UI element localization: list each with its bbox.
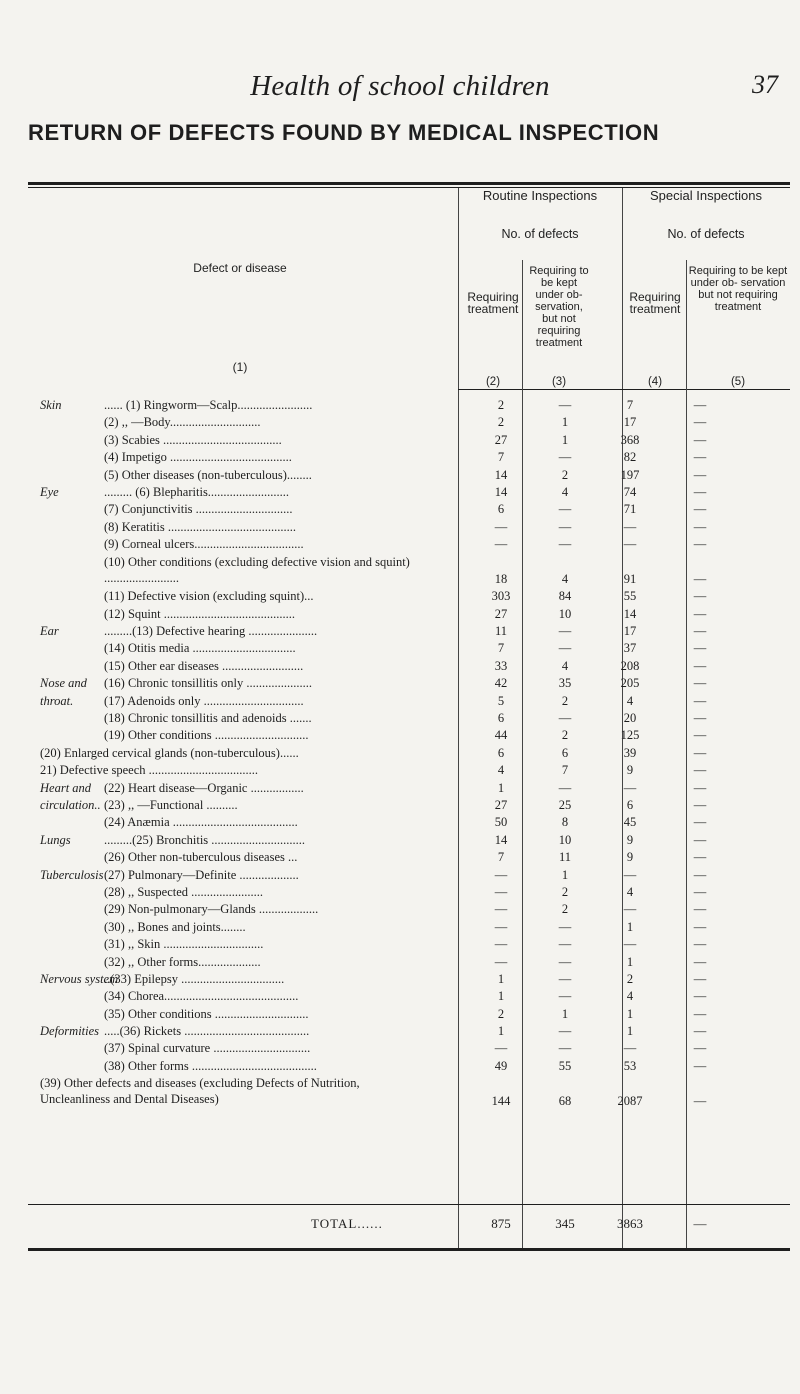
row-col4: 17 (623, 415, 637, 430)
table-row (40, 554, 790, 589)
row-col2: 1 (497, 989, 505, 1004)
row-col5: — (693, 728, 707, 743)
row-col4: 4 (626, 989, 634, 1004)
row-col5: — (693, 954, 707, 969)
row-col5: — (693, 415, 707, 430)
row-col5: — (693, 971, 707, 986)
header-col4: (4) (647, 376, 663, 388)
table-row (40, 1075, 790, 1110)
row-col4: 7 (626, 398, 634, 412)
row-label: (20) Enlarged cervical glands (non-tuberculous)...... (40, 745, 299, 760)
row-col2: 1 (497, 1024, 505, 1039)
row-col3: 2 (561, 902, 569, 917)
defects-table-body (40, 397, 790, 1110)
table-row (40, 606, 790, 623)
header-col5: (5) (730, 376, 746, 388)
row-label: (16) Chronic tonsillitis only ..................... (104, 676, 312, 691)
row-category: Nose and (40, 676, 87, 691)
row-col3: 1 (561, 1006, 569, 1021)
header-col3: (3) (551, 376, 567, 388)
total-col5: — (693, 1216, 707, 1231)
row-col2: — (494, 954, 508, 969)
row-label: (18) Chronic tonsillitis and adenoids ....... (104, 711, 312, 726)
total-top-rule (28, 1204, 790, 1205)
row-col2: 1 (497, 780, 505, 795)
row-col2: 49 (494, 1058, 508, 1073)
table-row (40, 588, 790, 605)
table-row (40, 467, 790, 484)
row-col4: 55 (623, 589, 637, 604)
row-col4: — (623, 519, 637, 534)
row-col4: — (623, 537, 637, 552)
row-col5: — (693, 693, 707, 708)
row-col4: 9 (626, 850, 634, 865)
row-col3: — (558, 398, 572, 412)
row-col3: — (558, 780, 572, 795)
bottom-rule (28, 1248, 790, 1251)
row-col3: 25 (558, 798, 572, 812)
row-label: (28) ,, Suspected ....................... (104, 884, 264, 899)
table-row (40, 1040, 790, 1057)
table-row (40, 519, 790, 536)
table-row (40, 432, 790, 449)
row-label: .........(25) Bronchitis .............................. (104, 832, 306, 847)
row-col3: 55 (558, 1058, 572, 1073)
row-col2: 7 (497, 450, 505, 465)
row-label: (19) Other conditions .............................. (104, 728, 309, 743)
table-row (40, 484, 790, 501)
row-category: Deformities (40, 1024, 100, 1039)
row-col2: 144 (491, 1093, 511, 1108)
row-col2: 2 (497, 415, 505, 430)
table-row (40, 1006, 790, 1023)
row-col3: 8 (561, 815, 569, 830)
row-col3: 84 (558, 589, 572, 604)
row-col3: — (558, 937, 572, 952)
row-category: Tuberculosis (40, 867, 104, 882)
row-col5: — (693, 798, 707, 812)
row-category: Skin (40, 398, 62, 412)
row-label: (24) Anæmia ........................................ (104, 815, 298, 830)
row-col4: — (623, 867, 637, 882)
header-defect-column: Defect or disease (193, 261, 287, 275)
row-col5: — (693, 1024, 707, 1039)
row-col5: — (693, 537, 707, 552)
running-head: Health of school children (250, 70, 550, 102)
row-label: (8) Keratitis ......................................... (104, 519, 296, 534)
row-col2: 5 (497, 693, 505, 708)
row-col4: — (623, 937, 637, 952)
row-col5: — (693, 884, 707, 899)
row-label: (29) Non-pulmonary—Glands ................... (104, 902, 319, 917)
header-col2: (2) (485, 376, 501, 388)
table-row (40, 971, 790, 988)
table-row (40, 1058, 790, 1075)
row-col4: 71 (623, 502, 637, 517)
row-col4: 37 (623, 641, 637, 656)
row-col3: 35 (558, 676, 572, 691)
row-col5: — (693, 432, 707, 447)
table-row (40, 814, 790, 831)
row-category: Heart and (40, 780, 92, 795)
row-label: (37) Spinal curvature ............................... (104, 1041, 311, 1056)
table-row (40, 849, 790, 866)
row-col4: 1 (626, 1006, 634, 1021)
row-col5: — (693, 850, 707, 865)
row-col3: 1 (561, 867, 569, 882)
table-row (40, 693, 790, 710)
row-label: (10) Other conditions (excluding defective vision and squint) ........................ (104, 554, 410, 585)
table-row (40, 901, 790, 918)
row-col3: 68 (558, 1093, 572, 1108)
row-label: (4) Impetigo ....................................... (104, 450, 292, 465)
row-col2: 6 (497, 745, 505, 760)
row-col3: 7 (561, 763, 569, 778)
row-col4: 14 (623, 606, 637, 621)
total-row (40, 1214, 790, 1234)
row-col3: — (558, 971, 572, 986)
row-col3: — (558, 1041, 572, 1056)
row-col5: — (693, 989, 707, 1004)
top-rule (28, 182, 790, 185)
row-col3: — (558, 641, 572, 656)
row-col4: 1 (626, 1024, 634, 1039)
row-col4: 45 (623, 815, 637, 830)
table-row (40, 867, 790, 884)
table-row (40, 658, 790, 675)
header-req-observation-routine: Requiring to be kept under ob- servation, but not requiring treatment (529, 265, 589, 349)
table-row (40, 623, 790, 640)
row-category: Ear (40, 624, 59, 639)
row-col2: — (494, 537, 508, 552)
table-row (40, 727, 790, 744)
row-label: (3) Scabies ...................................... (104, 432, 282, 447)
row-col5: — (693, 484, 707, 499)
row-col3: 2 (561, 728, 569, 743)
row-col3: — (558, 954, 572, 969)
row-col3: 2 (561, 884, 569, 899)
table-row (40, 640, 790, 657)
row-col2: 6 (497, 711, 505, 726)
header-no-defects-routine: No. of defects (501, 227, 579, 241)
row-col2: 1 (497, 971, 505, 986)
row-col2: — (494, 902, 508, 917)
row-col5: — (693, 867, 707, 882)
row-col2: 14 (494, 832, 508, 847)
row-category: Eye (40, 484, 59, 499)
row-col3: 4 (561, 571, 569, 586)
row-label: (30) ,, Bones and joints........ (104, 919, 246, 934)
row-col2: — (494, 884, 508, 899)
row-col5: — (693, 571, 707, 586)
row-col4: 74 (623, 484, 637, 499)
row-col2: 14 (494, 467, 508, 482)
row-col2: 33 (494, 658, 508, 673)
row-col3: 1 (561, 432, 569, 447)
row-col2: 14 (494, 484, 508, 499)
row-col5: — (693, 902, 707, 917)
row-col3: 4 (561, 658, 569, 673)
row-col2: — (494, 937, 508, 952)
row-label: (22) Heart disease—Organic ................. (104, 780, 304, 795)
header-divider-mid (622, 188, 623, 410)
row-label: (15) Other ear diseases .......................... (104, 658, 304, 673)
row-category: Nervous system (40, 971, 119, 986)
row-col4: 20 (623, 711, 637, 726)
row-col2: 7 (497, 850, 505, 865)
row-label: (17) Adenoids only ................................ (104, 693, 304, 708)
row-col4: 9 (626, 832, 634, 847)
row-label: (7) Conjunctivitis ............................... (104, 502, 293, 517)
row-col2: 4 (497, 763, 505, 778)
row-col5: — (693, 398, 707, 412)
row-col2: 44 (494, 728, 508, 743)
row-category: Lungs (40, 832, 71, 847)
row-col4: — (623, 1041, 637, 1056)
header-no-defects-special: No. of defects (667, 227, 745, 241)
table-row (40, 449, 790, 466)
row-col3: — (558, 624, 572, 639)
row-col4: 125 (620, 728, 640, 743)
row-label: (26) Other non-tuberculous diseases ... (104, 850, 298, 865)
table-row (40, 397, 790, 414)
row-col4: 53 (623, 1058, 637, 1073)
row-col5: — (693, 1058, 707, 1073)
row-col5: — (693, 467, 707, 482)
row-col5: — (693, 519, 707, 534)
row-col5: — (693, 711, 707, 726)
row-label: (23) ,, —Functional .......... (104, 798, 238, 812)
row-col5: — (693, 589, 707, 604)
row-col5: — (693, 1006, 707, 1021)
row-col5: — (693, 780, 707, 795)
table-row (40, 675, 790, 692)
row-category: circulation.. (40, 798, 101, 812)
table-row (40, 762, 790, 779)
row-col4: 9 (626, 763, 634, 778)
row-col3: 10 (558, 832, 572, 847)
table-row (40, 1023, 790, 1040)
table-row (40, 988, 790, 1005)
row-label: 21) Defective speech ................................... (40, 763, 258, 778)
row-col2: 27 (494, 606, 508, 621)
header-routine: Routine Inspections (482, 188, 598, 203)
row-col4: 2087 (617, 1093, 643, 1108)
row-col4: 208 (620, 658, 640, 673)
row-label: .....(36) Rickets ........................................ (104, 1024, 310, 1039)
row-col3: — (558, 989, 572, 1004)
table-row (40, 710, 790, 727)
row-col5: — (693, 919, 707, 934)
row-col2: 42 (494, 676, 508, 691)
header-special: Special Inspections (649, 188, 762, 203)
row-label: (2) ,, —Body............................. (104, 415, 261, 430)
row-col4: — (623, 780, 637, 795)
row-col3: — (558, 502, 572, 517)
row-col3: — (558, 537, 572, 552)
header-req-treatment-special: Requiring treatment (629, 290, 681, 316)
row-label: ..(33) Epilepsy ................................. (104, 971, 285, 986)
row-col2: 2 (497, 398, 505, 412)
row-col4: 368 (620, 432, 640, 447)
row-col5: — (693, 937, 707, 952)
row-col3: 11 (558, 850, 572, 865)
row-col5: — (693, 1041, 707, 1056)
table-row (40, 936, 790, 953)
row-col4: 4 (626, 884, 634, 899)
total-label: TOTAL...... (311, 1216, 383, 1231)
row-col2: 2 (497, 1006, 505, 1021)
row-col4: 91 (623, 571, 637, 586)
row-col3: — (558, 919, 572, 934)
row-label: .........(13) Defective hearing ...................... (104, 624, 318, 639)
row-col3: 1 (561, 415, 569, 430)
table-title: RETURN OF DEFECTS FOUND BY MEDICAL INSPECTION (28, 120, 660, 145)
row-col4: 197 (620, 467, 640, 482)
row-col4: 39 (623, 745, 637, 760)
row-label: (14) Otitis media ................................. (104, 641, 296, 656)
header-divider-left (458, 188, 459, 410)
row-col3: 2 (561, 693, 569, 708)
row-col4: 6 (626, 798, 634, 812)
table-row (40, 414, 790, 431)
row-col4: 17 (623, 624, 637, 639)
row-col5: — (693, 606, 707, 621)
row-col3: 10 (558, 606, 572, 621)
row-label: (11) Defective vision (excluding squint)... (104, 589, 314, 604)
row-label: (9) Corneal ulcers................................... (104, 537, 304, 552)
row-col4: 1 (626, 919, 634, 934)
row-label: (27) Pulmonary—Definite ................... (104, 867, 299, 882)
row-col5: — (693, 676, 707, 691)
row-col4: — (623, 902, 637, 917)
row-label: (39) Other defects and diseases (excluding Defects of Nutrition, Uncleanliness and Dental Diseases) (40, 1076, 360, 1107)
row-col5: — (693, 641, 707, 656)
table-row (40, 536, 790, 553)
table-row (40, 884, 790, 901)
row-col5: — (693, 815, 707, 830)
row-col5: — (693, 658, 707, 673)
row-col3: 6 (561, 745, 569, 760)
row-col4: 4 (626, 693, 634, 708)
header-req-treatment-routine: Requiring treatment (467, 290, 519, 316)
row-col5: — (693, 832, 707, 847)
row-col3: — (558, 450, 572, 465)
table-row (40, 832, 790, 849)
row-category: throat. (40, 693, 74, 708)
row-col2: 18 (494, 571, 508, 586)
row-col2: 27 (494, 432, 508, 447)
table-row (40, 780, 790, 797)
row-col4: 82 (623, 450, 637, 465)
row-label: (32) ,, Other forms.................... (104, 954, 261, 969)
row-col3: — (558, 519, 572, 534)
row-col5: — (693, 745, 707, 760)
row-label: (5) Other diseases (non-tuberculous)........ (104, 467, 312, 482)
header-col1: (1) (232, 360, 248, 374)
table-row (40, 797, 790, 814)
row-col4: 205 (620, 676, 640, 691)
row-label: (34) Chorea........................................... (104, 989, 299, 1004)
row-col5: — (693, 624, 707, 639)
header-req-observation-special: Requiring to be kept under ob- servation but not requiring treatment (688, 265, 788, 313)
row-col2: 27 (494, 798, 508, 812)
row-col5: — (693, 763, 707, 778)
row-col2: 50 (494, 815, 508, 830)
table-row (40, 745, 790, 762)
row-col2: — (494, 1041, 508, 1056)
total-col3: 345 (555, 1216, 575, 1231)
row-col3: — (558, 711, 572, 726)
row-col2: — (494, 519, 508, 534)
row-col2: 7 (497, 641, 505, 656)
row-col4: 2 (626, 971, 634, 986)
row-col3: 2 (561, 467, 569, 482)
row-col3: — (558, 1024, 572, 1039)
page-number: 37 (752, 70, 778, 99)
row-col5: — (693, 502, 707, 517)
header-underline (458, 389, 790, 390)
row-label: (12) Squint .......................................... (104, 606, 295, 621)
total-col4: 3863 (617, 1216, 643, 1231)
row-label: ...... (1) Ringworm—Scalp........................ (104, 398, 313, 412)
row-col2: 303 (491, 589, 511, 604)
row-label: (31) ,, Skin ................................ (104, 937, 264, 952)
row-label: ......... (6) Blepharitis.......................... (104, 484, 290, 499)
total-col2: 875 (491, 1216, 511, 1231)
row-col2: — (494, 919, 508, 934)
row-label: (35) Other conditions .............................. (104, 1006, 309, 1021)
row-col4: 1 (626, 954, 634, 969)
row-label: (38) Other forms ........................................ (104, 1058, 317, 1073)
row-col2: — (494, 867, 508, 882)
row-col2: 11 (494, 624, 508, 639)
row-col2: 6 (497, 502, 505, 517)
table-row (40, 954, 790, 971)
row-col5: — (693, 1093, 707, 1108)
table-row (40, 501, 790, 518)
row-col5: — (693, 450, 707, 465)
table-row (40, 919, 790, 936)
row-col3: 4 (561, 484, 569, 499)
